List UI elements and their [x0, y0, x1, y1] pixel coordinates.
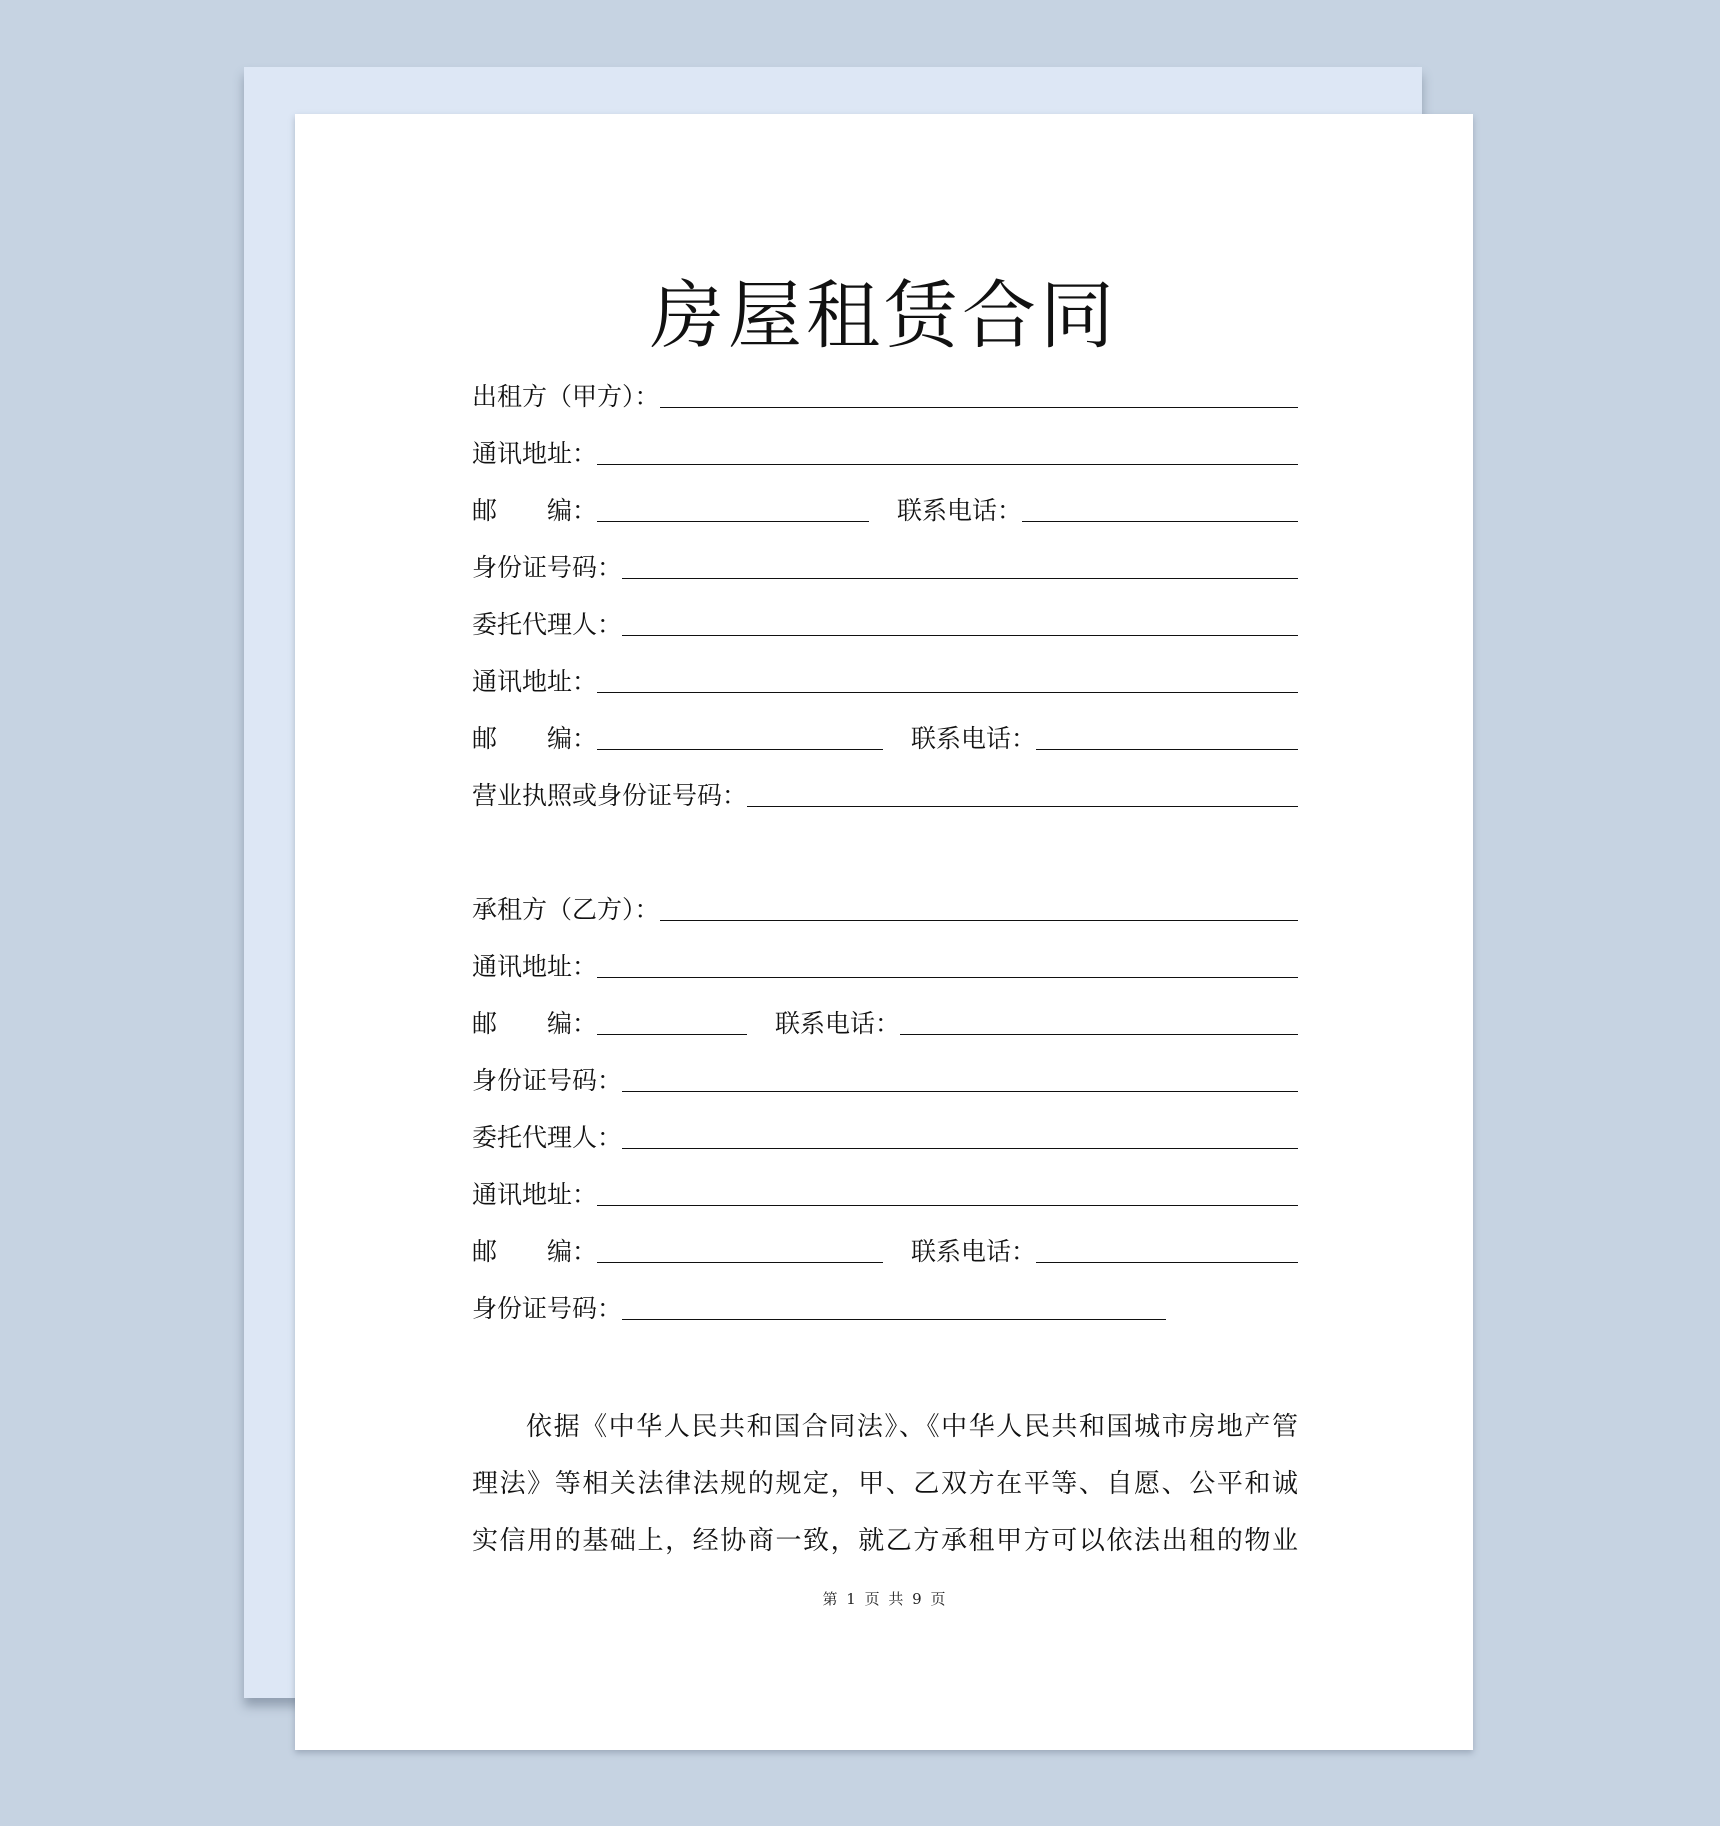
body-line-3: 实信用的基础上，经协商一致，就乙方承租甲方可以依法出租的物业 — [472, 1526, 1298, 1556]
lessee-postcode-label: 邮 编： — [472, 1009, 598, 1038]
lessor-postcode-blank[interactable] — [597, 521, 869, 522]
lessee-agent-id-label: 身份证号码： — [472, 1294, 623, 1323]
lessor-agent-postcode-blank[interactable] — [597, 749, 883, 750]
lessor-agent-address-blank[interactable] — [597, 692, 1298, 693]
lessor-contact-row — [472, 495, 1298, 527]
lessee-id-row — [472, 1065, 1298, 1097]
document-page — [295, 114, 1473, 1750]
lessee-party-blank[interactable] — [660, 920, 1298, 921]
page-footer: 第 1 页 共 9 页 — [822, 1590, 946, 1608]
lessee-party-row — [472, 894, 1298, 926]
lessee-phone-blank[interactable] — [900, 1034, 1298, 1035]
lessor-agent-address-row — [472, 666, 1298, 698]
lessor-license-blank[interactable] — [747, 806, 1298, 807]
lessor-party-label: 出租方（甲方）： — [472, 382, 660, 411]
lessor-address-blank[interactable] — [597, 464, 1298, 465]
lessor-license-row — [472, 780, 1298, 812]
lessor-party-blank[interactable] — [660, 407, 1298, 408]
lessee-agent-postcode-blank[interactable] — [597, 1262, 883, 1263]
lessor-license-label: 营业执照或身份证号码： — [472, 781, 748, 810]
lessor-party-row — [472, 381, 1298, 413]
lessor-agent-postcode-label: 邮 编： — [472, 724, 598, 753]
lessor-phone-label: 联系电话： — [897, 496, 1023, 525]
lessor-id-row — [472, 552, 1298, 584]
document-title: 房屋租赁合同 — [650, 273, 1118, 359]
lessee-postcode-blank[interactable] — [597, 1034, 747, 1035]
lessee-agent-row — [472, 1122, 1298, 1154]
lessee-address-blank[interactable] — [597, 977, 1298, 978]
lessor-agent-phone-label: 联系电话： — [911, 724, 1037, 753]
lessor-id-blank[interactable] — [622, 578, 1298, 579]
lessor-agent-contact-row — [472, 723, 1298, 755]
lessee-agent-phone-blank[interactable] — [1036, 1262, 1298, 1263]
lessee-agent-address-row — [472, 1179, 1298, 1211]
lessee-agent-postcode-label: 邮 编： — [472, 1237, 598, 1266]
lessor-agent-address-label: 通讯地址： — [472, 667, 598, 696]
lessor-agent-label: 委托代理人： — [472, 610, 623, 639]
lessor-address-row — [472, 438, 1298, 470]
lessee-agent-address-label: 通讯地址： — [472, 1180, 598, 1209]
lessee-id-blank[interactable] — [622, 1091, 1298, 1092]
lessee-id-label: 身份证号码： — [472, 1066, 623, 1095]
lessee-agent-contact-row — [472, 1236, 1298, 1268]
lessee-agent-blank[interactable] — [622, 1148, 1298, 1149]
lessor-phone-blank[interactable] — [1022, 521, 1298, 522]
lessee-agent-id-row — [472, 1293, 1298, 1325]
lessee-contact-row — [472, 1008, 1298, 1040]
lessor-address-label: 通讯地址： — [472, 439, 598, 468]
lessee-party-label: 承租方（乙方）： — [472, 895, 660, 924]
lessee-phone-label: 联系电话： — [775, 1009, 901, 1038]
lessor-agent-blank[interactable] — [622, 635, 1298, 636]
lessee-address-row — [472, 951, 1298, 983]
lessor-agent-phone-blank[interactable] — [1036, 749, 1298, 750]
lessor-postcode-label: 邮 编： — [472, 496, 598, 525]
body-line-1: 依据《中华人民共和国合同法》、《中华人民共和国城市房地产管 — [526, 1412, 1298, 1442]
lessee-address-label: 通讯地址： — [472, 952, 598, 981]
lessor-agent-row — [472, 609, 1298, 641]
lessee-agent-phone-label: 联系电话： — [911, 1237, 1037, 1266]
lessee-agent-id-blank[interactable] — [622, 1319, 1166, 1320]
lessor-id-label: 身份证号码： — [472, 553, 623, 582]
lessee-agent-label: 委托代理人： — [472, 1123, 623, 1152]
body-line-2: 理法》等相关法律法规的规定，甲、乙双方在平等、自愿、公平和诚 — [472, 1469, 1298, 1499]
lessee-agent-address-blank[interactable] — [597, 1205, 1298, 1206]
